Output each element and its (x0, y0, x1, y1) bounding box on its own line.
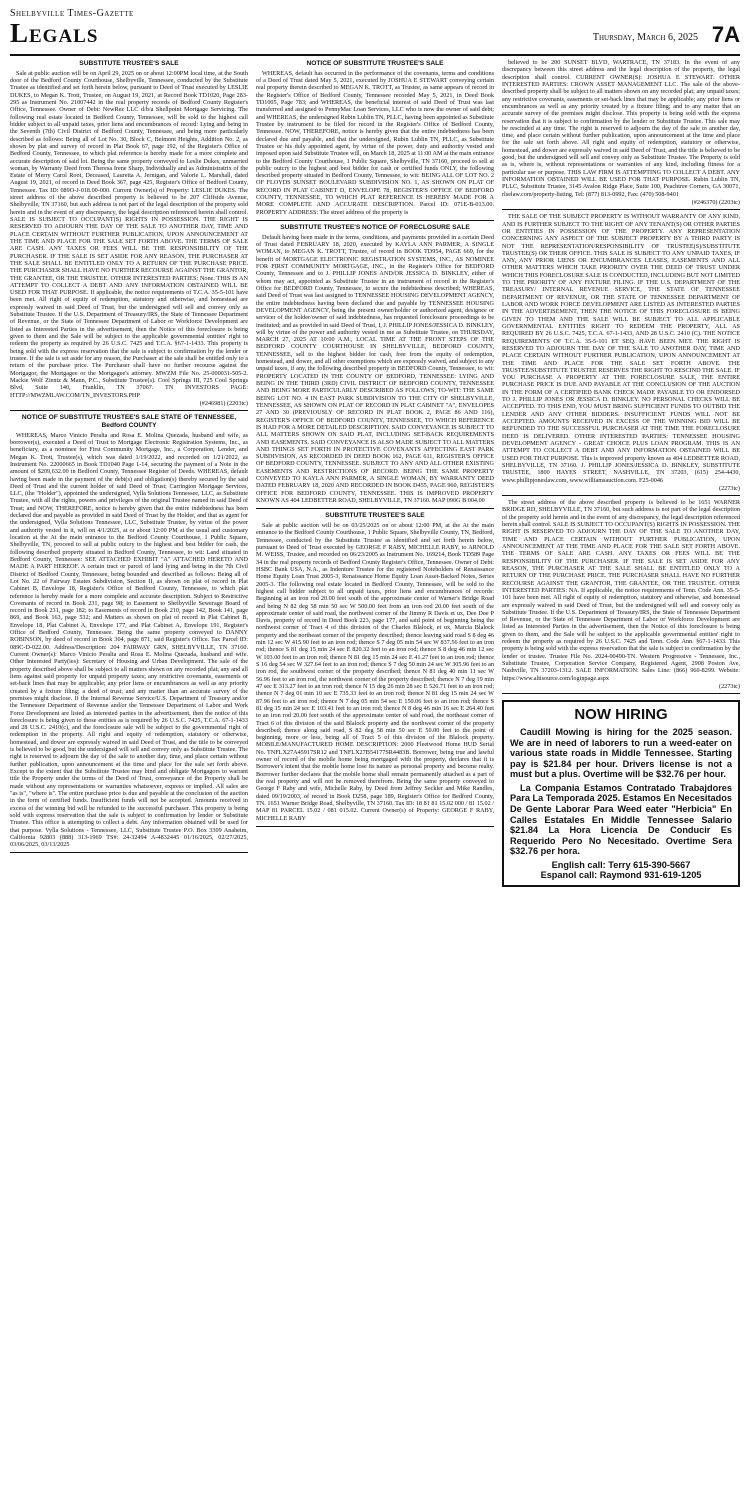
now-hiring-ad (502, 700, 740, 887)
notice-body: believed to be 200 SUNSET BLVD, WARTRACE, TN 37183. In the event of any discrepancy between this street address and the legal description of the property, the legal description shall control. CURRENT OWNER(S): JOSHUA E STEWART. OTHER INTERESTED PARTIES: CROWN ASSET MANAGEMENT LLC. The sale of the above-described property shall be subject to all matters shown on any recorded plat; any unpaid taxes; any restrictive covenants, easements or set-back lines that may be applicable; any prior liens or encumbrances as well as any priority created by a fixture filing; and to any matter that an accurate survey of the premises might disclose. This property is being sold with the express reservation that it is subject to confirmation by the lender or Substitute Trustee. This sale may be rescinded at any time. The right is reserved to adjourn the day of the sale to another day, time, and place certain without further publication, upon announcement at the time and place for the sale set forth above. All right and equity of redemption, statutory or otherwise, homestead, and dower are expressly waived in said Deed of Trust, and the title is believed to be good, but the undersigned will sell and convey only as Substitute Trustee. The Property is sold as is, where is, without representations or warranties of any kind, including fitness for a particular use or purpose. THIS LAW FIRM IS ATTEMPTING TO COLLECT A DEBT. ANY INFORMATION OBTAINED WILL BE USED FOR THAT PURPOSE. Rubin Lublin TN, PLLC, Substitute Trustee, 3145 Avalon Ridge Place, Suite 100, Peachtree Corners, GA 30071, rlselaw.com/property-listing, Tel: (877) 813-0992, Fax: (470) 508-9401 (502, 59, 740, 198)
notice-body: THE SALE OF THE SUBJECT PROPERTY IS WITHOUT WARRANTY OF ANY KIND, AND IS FURTHER SUBJECT TO THE RIGHT OF ANY TENANT(S) OR OTHER PARTIES OR ENTITIES IN POSSESSION OF THE PROPERTY. ANY REPRESENTATION CONCERNING ANY ASPECT OF THE SUBJECT PROPERTY BY A THIRD PARTY IS NOT THE REPRESENTATION/RESPONSIBILITY OF TRUSTEE(S)/SUBSTITUTE TRUSTEE(S) OR THEIR OFFICE. THIS SALE IS SUBJECT TO ANY UNPAID TAXES, IF ANY, ANY PRIOR LIENS OR ENCUMBRANCES LEASES, EASEMENTS AND ALL OTHER MATTERS WHICH TAKE PRIORITY OVER THE DEED OF TRUST UNDER WHICH THIS FORECLOSURE SALE IS CONDUCTED, INCLUDING BUT NOT LIMITED TO THE PRIORITY OF ANY FIXTURE FILING. IF THE U.S. DEPARTMENT OF THE TREASURY/ INTERNAL REVENUE SERVICE, THE STATE OF TENNESSEE DEPARTMENT OF REVENUE, OR THE STATE OF TENNESSEE DEPARTMENT OF LABOR AND WORK FORCE DEVELOPMENT ARE LISTED AS INTERESTED PARTIES IN THE ADVERTISEMENT, THEN THE NOTICE OF THIS FORECLOSURE IS BEING GIVEN TO THEM AND THE SALE WILL BE SUBJECT TO ALL APPLICABLE GOVERNMENTAL ENTITIES RIGHT TO REDEEM THE PROPERTY, ALL AS REQUIRED BY 26 U.S.C. 7425, T.C.A. 67-1-1433, AND 28 U.S.C. 2410 (C). THE NOTICE REQUIREMENTS OF T.C.A. 35-5-101 ET SEQ. HAVE BEEN MET. THE RIGHT IS RESERVED TO ADJOURN THE DAY OF THE SALE TO ANOTHER DAY, TIME AND PLACE CERTAIN WITHOUT FURTHER PUBLICATION, UPON ANNOUNCEMENT AT THE TIME AND PLACE FOR THE SALE SET FORTH ABOVE. THE TRUSTEE/SUBSTITUTE TRUSTEE RESERVES THE RIGHT TO RESCIND THE SALE. IF YOU PURCHASE A PROPERTY AT THE FORECLOSURE SALE, THE ENTIRE PURCHASE PRICE IS DUE AND PAYABLE AT THE CONCLUSION OF THE AUCTION IN THE FORM OF A CERTIFIED BANK CHECK MADE PAYABLE TO OR ENDORSED TO J. PHILLIP JONES OR JESSICA D. BINKLEY. NO PERSONAL CHECKS WILL BE ACCEPTED. TO THIS END, YOU MUST BRING SUFFICIENT FUNDS TO OUTBID THE LENDER AND ANY OTHER BIDDERS. INSUFFICIENT FUNDS WILL NOT BE ACCEPTED. AMOUNTS RECEIVED IN EXCESS OF THE WINNING BID WILL BE REFUNDED TO THE SUCCESSFUL PURCHASER AT THE TIME THE FORECLOSURE DEED IS DELIVERED. OTHER INTERESTED PARTIES: TENNESSEE HOUSING DEVELOPMENT AGENCY - GREAT CHOICE PLUS LOAN PROGRAM. THIS IS AN ATTEMPT TO COLLECT A DEBT AND ANY INFORMATION OBTAINED WILL BE USED FOR THAT PURPOSE. This is improved property known as 404 LEDBETTER ROAD, SHELBYVILLE, TN 37160. J. PHILLIP JONES/JESSICA D. BINKLEY, SUBSTITUTE TRUSTEE, 1800 HAYES STREET, NASHVILLE, TN 37203, (615) 254-4430, www.phillipjoneslaw.com, www.williamsauction.com. F25-0046 (502, 213, 740, 484)
notice-body: Sale at public auction will be on 03/25/2025 on or about 12:00 PM, at the At the main entrance to the Bedford County Courthouse, 1 Public Square, Shelbyville County, TN, Bedford, Tennessee, conducted by the Substitute Trustee as identified and set forth herein below, pursuant to Deed of Trust executed by GEORGE F RABY, MICHELLE RABY, to ARNOLD M. WEISS, Trustee, and recorded on 06/23/2005 as Instrument No. 169214, Book TD589 Page 34 in the real property records of Bedford County Register's Office, Tennessee. Owner of Debt: HSBC Bank USA, N.A., as Indenture Trustee for the registered Noteholders of Renaissance Home Equity Loan Trust 2005-3, Renaissance Home Equity Loan Asset-Backed Notes, Series 2005-3. The following real estate located in Bedford County, Tennessee, will be sold to the highest call bidder subject to all unpaid taxes, prior liens and encumbrances of records: Beginning at an iron rod 20.00 feet south of the approximate center of Warner's Bridge Road and being N 82 deg 58 min 50 sec W 500.00 feet from an iron rod 20.00 feet south of the approximate center of said road, the northwest corner of the Jimmy R Davis et ux, Dee Doe P Davis, property of record in Deed Book 223, page 177, and said point of beginning being the northwest corner of Tract 4 of this division of the Charles Blalock, et ux, Marcia Blalock property and the northeast corner of the property described; thence leaving said road S 8 deg 46 min 12 sec W 415.90 feet to an iron rod; thence S 7 deg 05 min 54 sec W 837.56 feet to an iron rod; thence S 81 deg 15 min 24 sec E 820.32 feet to an iron rod; thence S 8 deg 46 min 12 sec W 103.00 feet to an iron rod; thence N 81 deg 15 min 24 sec E 41.27 feet to an iron rod; thence S 16 deg 54 sec W 327.64 feet to an iron rod; thence S 7 deg 50 min 24 sec W 305.96 feet to an iron rod, the southwest corner of the property described; thence N 81 deg 40 min 11 sec W 56.96 feet to an iron rod, the northwest corner of the property described; thence N 7 deg 19 min 47 sec E 313.27 feet to an iron rod; thence N 15 deg 26 min 28 sec E 526.71 feet to an iron rod; thence N 7 deg 01 min 10 sec E 735.33 feet to an iron rod; thence N 81 deg 15 min 24 sec W 87.96 feet to an iron rod; thence N 7 deg 05 min 54 sec E 150.06 feet to an iron rod; thence S 81 deg 15 min 24 sec E 103.41 feet to an iron rod; thence N 8 deg 46 min 16 sec E 264.40 feet to an iron rod 20.00 feet south of the approximate center of said road, the northeast corner of Tract 6 of this division of the said Blalock property and the northwest corner of the property described; thence along said road, S 82 deg 58 min 50 sec E 50.00 feet to the point of beginning, more or less, being all of Tract 5 of this division of the Blalock property. MOBILE/MANUFACTURED HOME DESCRIPTION: 2000 Fleetwood Home HUD Serial No. TNFLX27A45917SR12 and TNFLX27B54177SR4483B. Borrower, being true and lawful owner of record of the mobile home being mortgaged with the property, declares that it is Borrower's intent that the mobile home lose its nature as personal property and become realty. Borrower further declares that the mobile home shall remain permanently attached as a part of the real property and will not be removed therefrom. Being the same property conveyed to George F Raby and wife, Michelle Raby, by Deed from Jeffrey Seckler and Mike Randles, dated 09/19/2003, of record in Book D258, page 189, Register's Office for Bedford County, TN. 1651 Warner Bridge Road, Shelbyville, TN 37160. Tax ID: 18 81 81 15.02 000 / 81 15.02 / MAP 81 PARCEL 15.02 / 081 015.02. Current Owner(s) of Property: GEORGE F RABY, MICHELLE RABY (256, 522, 494, 822)
notice-title: NOTICE OF SUBSTITUTE TRUSTEE'S SALE STATE OF TENNESSEE, Bedford COUNTY (21, 414, 237, 429)
paper-name: Shelbyville Times-Gazette (10, 8, 134, 19)
notice-title: SUBSTITUTE TRUSTEE'S SALE (325, 512, 425, 520)
column-2 (256, 59, 494, 1499)
notice-body: WHEREAS, Marco Vinicio Peralta and Rosa E. Molina Quezada, husband and wife, as borrower(s), executed a Deed of Trust to Mortgage Electronic Registration Systems, Inc., as beneficiary, as a nominee for First Community Mortgage, Inc., a Corporation, Lender, and Megan K. Trott, Trustee(s), which was dated 1/19/2022, and recorded on 1/21/2022, as Instrument No. 22000665 in Book TD1040 Page 1-14, securing the payment of a Note in the amount of $209,632.00 in Bedford County, Tennessee Register of Deeds. WHEREAS, default having been made in the payment of the debt(s) and obligation(s) thereby secured by the said Deed of Trust and the current holder of said Deed of Trust; Carrington Mortgage Services, LLC, (the "Holder"), appointed the undersigned, Vylla Solutions Tennessee, LLC, as Substitute Trustee, with all the rights, powers and privileges of the original Trustee named in said Deed of Trust; and NOW, THEREFORE, notice is hereby given that the entire indebtedness has been declared due and payable as provided in said Deed of Trust by the Holder, and that as agent for the undersigned, Vylla Solutions Tennessee, LLC, Substitute Trustee, by virtue of the power and authority vested in it, will on 4/1/2025, at or about 12:00 PM at the usual and customary location at the At the main entrance to the Bedford County Courthouse, 1 Public Square, Shelbyville, TN, proceed to sell at public outcry to the highest and best bidder for cash, the following described property situated in Bedford County, Tennessee, to wit: Land situated in Bedford County, Tennessee: SEE ATTACHED EXHIBIT "A" ATTACHED HERETO AND MADE A PART HEREOF. A certain tract or parcel of land lying and being in the 7th Civil District of Bedford County, Tennessee, being bounded and described as follows: Being all of Lot No. 22 of Fairway Estates Subdivision, Section II, as shown on plat of record in Plat Cabinet B, Envelope 18, Register's Office of Bedford County, Tennessee, to which plat reference is hereby made for a more complete and accurate description. Subject to Restrictive Covenants of record in Book 231, page 98; to Easement to Shelbyville Sewerage Board of record in Book 231, page 182; to Easements of record in Book 210, page 142, Book 141, page 869, and Book 163, page 532; and Matters as shown on plat of record in Plat Cabinet B, Envelope 18, Plat Cabinet A, Envelope 177, and Plat Cabinet A, Envelope 191, Register's Office of Bedford County, Tennessee. Being the same property conveyed to DANNY ROBINSON, by deed of record in Book 304, page 871, said Register's Office. Tax Parcel ID: 089C-D-022.00. Address/Description: 204 FAIRWAY GRN, SHELBYVILLE, TN 37160. Current Owner(s): Marco Vinicio Peralta and Rosa E. Molina Quezada, husband and wife. Other Interested Party(ies): Secretary of Housing and Urban Development. The sale of the property described above shall be subject to all matters shown on any recorded plat; any and all liens against said property for unpaid property taxes; any restrictive covenants, easements or set-back lines that may be applicable; any prior liens or encumbrances as well as any priority created by a fixture filing; a deed of trust; and any matter than an accurate survey of the premises might disclose. If the Internal Revenue Service/U.S. Department of Treasury and/or the Tennessee Department of Revenue and/or the Tennessee Department of Labor and Work Force Development are listed as interested parties in the advertisement, then the notice of this foreclosure is being given to those entities as is required by 26 U.S.C. 7425, T.C.A. 67-1-1433 and 28 U.S.C. 2410(c), and the foreclosure sale will be subject to the governmental right of redemption in the property. All right and equity of redemption, statutory or otherwise, homestead, and dower are expressly waived in said Deed of Trust, and the title to be conveyed is believed to be good, but the undersigned will sell and convey only as Substitute Trustee. The right is reserved to adjourn the day of the sale to another day, time, and place certain without further publication, upon announcement at the time and place for the sale set forth above. Except to the extent that the Substitute Trustee may bind and obligate Mortgagors to warrant title the Property under the terms of the Deed of Trust, conveyance of the Property shall be made without any representations or warranties whatsoever, express or implied. All sales are "as is", "where is". The entire purchase price is due and payable at the conclusion of the auction in the form of certified funds. Insufficient funds will not be accepted. Amounts received in excess of the winning bid will be refunded to the successful purchaser. This property is being sold with express reservation that the sale is subject to confirmation by lender or Substitute Trustee. This office is attempting to collect a debt. Any information obtained will be used for that purpose. Vylla Solutions - Tennessee, LLC, Substitute Trustee P.O. Box 3309 Anaheim, California 92803 (888) 313-1969 TS#: 24-32494 A-4832445 01/16/2025, 02/27/2025, 03/06/2025, 03/13/2025 (10, 431, 248, 849)
legal-notice-continued (502, 59, 740, 210)
notice-title: NOTICE OF SUBSTITUTE TRUSTEE'S SALE (306, 60, 444, 67)
legal-notice-continued (502, 499, 740, 694)
column-1 (10, 59, 248, 1499)
issue-date: Thursday, March 6, 2025 (592, 32, 698, 43)
legal-notice (256, 224, 494, 509)
page-number: 7A (711, 22, 740, 47)
section-title: Legals (10, 18, 99, 48)
legal-notice-continued (502, 213, 740, 496)
notice-code: (#246981) (2203tc) (199, 399, 248, 407)
masthead (10, 6, 740, 52)
notice-code: (#246370) (2203tc) (691, 198, 740, 206)
ad-spanish-contact: Espanol call: Raymond 931-619-1205 (540, 870, 702, 881)
column-3 (502, 59, 740, 1499)
notice-code: (2273tc) (719, 484, 740, 492)
legal-notice (10, 60, 248, 411)
ad-body-english: Caudill Mowing is hiring for the 2025 season. We are in need of laborers to run a weed-eater on various state roads in Middle Tennessee. Starting pay is $21.84 per hour. Drivers license is not a must but a plus. Overtime will be $32.76 per hour. (510, 726, 732, 780)
legal-notice (10, 414, 248, 853)
ad-body-spanish: La Compania Estamos Contratado Trabajdores Para La Temporada 2025. Estamos En Necesitados De Gente Laborar Para Weed eater "Herbicia" En Calles Estatales En Middle Tennessee Salario $21.84 La Hora Licencia De Conducir Es Requerido Pero No Necesitado. Overtime Sera $32.76 per hora. (510, 782, 732, 857)
notice-title: SUBSTITUTE TRUSTEE'S SALE (79, 60, 179, 67)
notice-body: The street address of the above described property is believed to be 1651 WARNER BRIDGE RD, SHELBYVILLE, TN 37160, but such address is not part of the legal description of the property sold herein and in the event of any discrepancy, the legal description referenced herein shall control. SALE IS SUBJECT TO OCCUPANT(S) RIGHTS IN POSSESSION. THE RIGHT IS RESERVED TO ADJOURN THE DAY OF THE SALE TO ANOTHER DAY, TIME AND PLACE CERTAIN WITHOUT FURTHER PUBLICATION, UPON ANNOUNCEMENT AT THE TIME AND PLACE FOR THE SALE SET FORTH ABOVE. THE TERMS OF SALE ARE CASH. ANY TAXES OR FEES WILL BE THE RESPONSIBILITY OF THE PURCHASER. IF THE SALE IS SET ASIDE FOR ANY REASON, THE PURCHASER AT THE SALE SHALL BE ENTITLED ONLY TO A RETURN OF THE PURCHASE PRICE. THE PURCHASER SHALL HAVE NO FURTHER RECOURSE AGAINST THE GRANTOR, THE GRANTEE, OR THE TRUSTEE. OTHER INTERESTED PARTIES: NA. If applicable, the notice requirements of Tenn. Code Ann. 35-5-101 have been met. All right of equity of redemption, statutory and otherwise, and homestead are expressly waived in said Deed of Trust, but the undersigned will sell and convey only as Substitute Trustee. If the U.S. Department of Treasury/IRS, the State of Tennessee Department of Revenue, or the State of Tennessee Department of Labor or Workforce Development are listed as Interested Parties in the advertisement, then the Notice of this foreclosure is being given to them, and the Sale will be subject to the applicable governmental entities' right to redeem the property as required by 26 U.S.C. 7425 and Tenn. Code Ann. §67-1-1433. This property is being sold with the express reservation that the sale is subject to confirmation by the lender or trustee. Trustee File No. 2024-00490-TN. Western Progressive - Tennessee, Inc., Substitute Trustee, Corporation Service Company, Registered Agent, 2908 Poston Ave, Nashville, TN 37203-1312. SALE INFORMATION: Sales Line: (866) 960-8299. Website: https://www.altisource.com/loginpage.aspx (502, 499, 740, 682)
notice-body: WHEREAS, default has occurred in the performance of the covenants, terms and conditions of a Deed of Trust dated May 5, 2021, executed by JOSHUA E STEWART conveying certain real property therein described to MEGAN K. TROTT, as Trustee, as same appears of record in the Register's Office of Bedford County, Tennessee recorded May 5, 2021, in Deed Book TD1005, Page 783; and WHEREAS, the beneficial interest of said Deed of Trust was last transferred and assigned to PennyMac Loan Services, LLC who is now the owner of said debt; and WHEREAS, the undersigned Rubin Lublin TN, PLLC, having been appointed as Substitute Trustee by instrument to be filed for record in the Register's Office of Bedford County, Tennessee. NOW, THEREFORE, notice is hereby given that the entire indebtedness has been declared due and payable, and that the undersigned, Rubin Lublin TN, PLLC, as Substitute Trustee or his duly appointed agent, by virtue of the power, duty and authority vested and imposed upon said Substitute Trustee will, on March 18, 2025 at 11:00 AM at the main entrance to the Bedford County Courthouse, 1 Public Square, Shelbyville, TN 37160, proceed to sell at public outcry to the highest and best bidder for cash or certified funds ONLY, the following described property situated in Bedford County, Tennessee, to wit: BEING ALL OF LOT NO. 2 OF FLOYDS SUNSET BOULEVARD SUBDIVISION NO. 1, AS SHOWN ON PLAT OF RECORD IN PLAT CABINET D, ENVELOPE 78, REGISTER'S OFFICE OF BEDFORD COUNTY, TENNESSEE, TO WHICH PLAT REFERENCE IS HEREBY MADE FOR A MORE COMPLETE AND ACCURATE DESCRIPTION. Parcel ID: 071E-B-013.00. PROPERTY ADDRESS: The street address of the property is (256, 69, 494, 216)
notice-code: (2273tc) (719, 682, 740, 690)
header-rule (10, 54, 740, 56)
legal-notice (256, 512, 494, 827)
ad-english-contact: English call: Terry 615-390-5667 (551, 859, 691, 870)
legal-columns (10, 59, 740, 1499)
ad-title: NOW HIRING (574, 706, 668, 724)
notice-title: SUBSTITUTE TRUSTEE'S NOTICE OF FORECLOSURE SALE (280, 224, 470, 232)
legal-notice (256, 60, 494, 221)
notice-body: Sale at public auction will be on April 29, 2025 on or about 12:00PM local time, at the South door of the Bedford County Courthouse, Shelbyville, Tennessee, conducted by the Substitute Trustee as identified and set forth herein below, pursuant to Deed of Trust executed by LESLIE DUKES, to Megan K. Trott, Trustee, on August 19, 2021, at Record Book TD1020, Page 283-295 as Instrument No. 21007442 in the real property records of Bedford County Register's Office, Tennessee. Owner of Debt: NewRez LLC d/b/a Shellpoint Mortgage Servicing. The following real estate located in Bedford County, Tennessee, will be sold to the highest call bidder subject to all unpaid taxes, prior liens and encumbrances of record: Lying and being in the Seventh (7th) Civil District of Bedford County, Tennessee, and being more particularly described as follows: Being all of Lot No. 30, Block C, Belmont Heights, Addition No. 2, as shown by plat and survey of record in Plat Book 67, page 192, of the Register's Office of Bedford County, Tennessee, to which plat reference is hereby made for a more complete and accurate description of said lot. Being the same property conveyed to Leslie Dukes, unmarried woman, by Warranty Deed from Theresa Irene Sharp, Individually and as Administratrix of the Estate of Merry Carol Root, Deceased, Lauretta A. Jernigan, and Valorie L. Marshall, dated August 19, 2021, of record in Deed Book 367, page 425, Register's Office of Bedford County, Tennessee. Tax ID: 089O-J-018.00-000. Current Owner(s) of Property: LESLIE DUKES. The street address of the above described property is believed to be 207 Cliffside Avenue, Shelbyville, TN 37160, but such address is not part of the legal description of the property sold herein and in the event of any discrepancy, the legal description referenced herein shall control. SALE IS SUBJECT TO OCCUPANT(S) RIGHTS IN POSSESSION. THE RIGHT IS RESERVED TO ADJOURN THE DAY OF THE SALE TO ANOTHER DAY, TIME AND PLACE CERTAIN WITHOUT FURTHER PUBLICATION, UPON ANNOUNCEMENT AT THE TIME AND PLACE FOR THE SALE SET FORTH ABOVE. THE TERMS OF SALE ARE CASH. ANY TAXES OR FEES WILL BE THE RESPONSIBILITY OF THE PURCHASER. IF THE SALE IS SET ASIDE FOR ANY REASON, THE PURCHASER AT THE SALE SHALL BE ENTITLED ONLY TO A RETURN OF THE PURCHASE PRICE. THE PURCHASER SHALL HAVE NO FURTHER RECOURSE AGAINST THE GRANTOR, THE GRANTEE, OR THE TRUSTEE. OTHER INTERESTED PARTIES: None. THIS IS AN ATTEMPT TO COLLECT A DEBT AND ANY INFORMATION OBTAINED WILL BE USED FOR THAT PURPOSE. If applicable, the notice requirements of T.C.A. 35-5-101 have been met. All right of equity of redemption, statutory and otherwise, and homestead are expressly waived in said Deed of Trust, but the undersigned will sell and convey only as Substitute Trustee. If the U.S. Department of Treasury/IRS, the State of Tennessee Department of Revenue, or the State of Tennessee Department of Labor or Workforce Development are listed as Interested Parties in the advertisement, then the Notice of this foreclosure is being given to them and the Sale will be subject to the applicable governmental entities' right to redeem the property as required by 26 U.S.C. 7425 and T.C.A. §67-1-1433. This property is being sold with the express reservation that the sale is subject to confirmation by the lender or trustee. If the sale is set aside for any reason, the Purchaser at the sale shall be entitled only to a return of the purchase price. The Purchaser shall have no further recourse against the Mortgagor, the Mortgagee or the Mortgagee's attorney. MWZM File No. 25-000031-505-2. Mackie Wolf Zientz & Mann, P.C., Substitute Trustee(s). Cool Springs III, 725 Cool Springs Blvd, Suite 140, Franklin, TN 37067. TN INVESTORS PAGE: HTTP://MWZMLAW.COM/TN_INVESTORS.PHP (10, 69, 248, 399)
notice-body: Default having been made in the terms, conditions, and payments provided in a certain Deed of Trust dated FEBRUARY 18, 2020, executed by KAYLA ANN PARMER, A SINGLE WOMAN, to MEGAN K. TROTT, Trustee, of record in BOOK TD954, PAGE 669, for the benefit of MORTGAGE ELECTRONIC REGISTRATION SYSTEMS, INC., AS NOMINEE FOR FIRST COMMUNITY MORTGAGE, INC., in the Register's Office for BEDFORD County, Tennessee and to J. PHILLIP JONES AND/OR JESSICA D. BINKLEY, either of whom may act, appointed as Substitute Trustee in an instrument of record in the Register's Office for BEDFORD County, Tennessee, to secure the indebtedness described; WHEREAS, said Deed of Trust was last assigned to TENNESSEE HOUSING DEVELOPMENT AGENCY, the entire indebtedness having been declared due and payable by TENNESSEE HOUSING DEVELOPMENT AGENCY, being the present owner/holder or authorized agent, designee or servicer of the holder/owner of said indebtedness, has requested foreclosure proceedings to be instituted; and as provided in said Deed of Trust, I, J. PHILLIP JONES/JESSICA D. BINKLEY, will by virtue of the power and authority vested in me as Substitute Trustee, on THURSDAY, MARCH 27, 2025 AT 10:00 A.M., LOCAL TIME AT THE FRONT STEPS OF THE BEDFORD COUNTY COURTHOUSE IN SHELBYVILLE, BEDFORD COUNTY, TENNESSEE, sell to the highest bidder for cash, free from the equity of redemption, homestead, and dower, and all other exemptions which are expressly waived, and subject to any unpaid taxes, if any, the following described property in BEDFORD County, Tennessee, to wit: PROPERTY LOCATED IN THE COUNTY OF BEDFORD, TENNESSEE: LYING AND BEING IN THE THIRD (3RD) CIVIL DISTRICT OF BEDFORD COUNTY, TENNESSEE AND BEING MORE PARTICULARLY DESCRIBED AS FOLLOWS, TO-WIT: THE SAME BEING LOT NO. 4 IN EAST PARK SUBDIVISION TO THE CITY OF SHELBYVILLE, TENNESSEE, AS SHOWN ON PLAT OF RECORD IN PLAT CABINET "A", ENVELOPES 27 AND 30 (PREVIOUSLY OF RECORD IN PLAT BOOK 2, PAGE 86 AND 116), REGISTER'S OFFICE OF BEDFORD COUNTY, TENNESSEE, TO WHICH REFERENCE IS HAD FOR A MORE DETAILED DESCRIPTION. SAID CONVEYANCE IS SUBJECT TO ALL MATTERS SHOWN ON SAID PLAT, INCLUDING SET-BACK REQUIREMENTS AND EASEMENTS. SAID CONVEYANCE IS ALSO MADE SUBJECT TO ALL MATTERS AND THINGS SET FORTH IN PROTECTIVE COVENANTS AFFECTING EAST PARK SUBDIVISION, AS RECORDED IN DEED BOOK 162, PAGE 611, REGISTER'S OFFICE OF BEDFORD COUNTY, TENNESSEE. SUBJECT TO ANY AND ALL OTHER EXISTING EASEMENTS AND RESTRICTIONS OF RECORD. BEING THE SAME PROPERTY CONVEYED TO KAYLA ANN PARMER, A SINGLE WOMAN, BY WARRANTY DEED DATED FEBRUARY 18, 2020 AND RECORDED IN BOOK D455, PAGE 960, REGISTER'S OFFICE FOR BEDFORD COUNTY, TENNESSEE. THIS IS IMPROVED PROPERTY KNOWN AS 404 LEDBETTER ROAD, SHELBYVILLE, TN 37160. MAP 090G B 004.00 (256, 233, 494, 505)
